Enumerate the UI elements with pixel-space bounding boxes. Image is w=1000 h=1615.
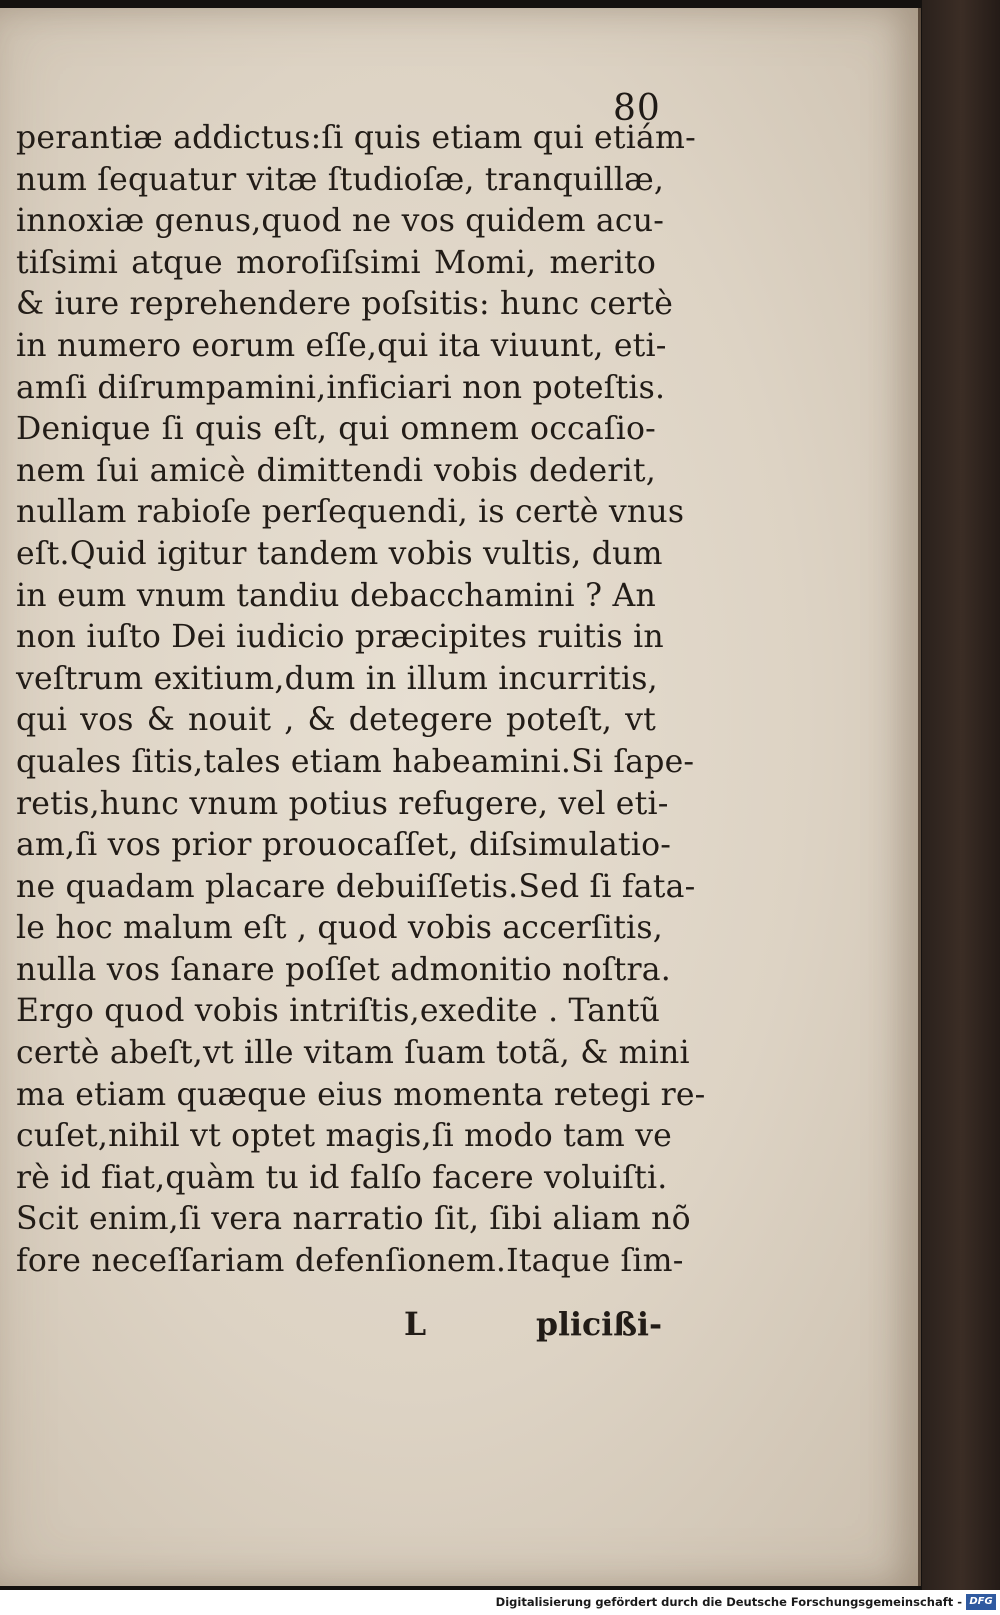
text-line: retis,hunc vnum potius refugere, vel eti- (16, 785, 669, 822)
text-line: Scit enim,ſi vera narratio ſit, ſibi aliam nõ (16, 1201, 691, 1238)
text-line: rè id fiat,quàm tu id falſo facere voluiſti. (16, 1159, 668, 1196)
text-line: amſi diſrumpamini,inficiari non poteſtis. (16, 369, 666, 406)
digitization-footer (0, 1590, 1000, 1615)
text-block (16, 118, 706, 1283)
signature-mark: L (404, 1306, 427, 1343)
text-line: in eum vnum tandiu debacchamini ? An (16, 577, 656, 614)
text-line: qui vos & nouit , & detegere poteſt, vt (16, 702, 656, 739)
text-line: nulla vos ſanare poſſet admonitio noſtra. (16, 951, 671, 988)
text-line: fore neceſſariam defenſionem.Itaque ſim- (16, 1243, 684, 1280)
book-page (0, 8, 921, 1586)
text-line: le hoc malum eſt , quod vobis accerſitis, (16, 910, 663, 947)
page-number: 80 (613, 88, 661, 129)
text-line: certè abeſt,vt ille vitam ſuam totã, & mini (16, 1035, 690, 1072)
text-line: Ergo quod vobis intriſtis,exedite . Tantũ (16, 993, 661, 1030)
funding-credit: Digitalisierung gefördert durch die Deutsche Forschungsgemeinschaft - (495, 1595, 962, 1609)
dfg-logo-icon: DFG (966, 1594, 996, 1610)
text-line: ma etiam quæque eius momenta retegi re- (16, 1076, 706, 1113)
text-line: in numero eorum eſſe,qui ita viuunt, eti- (16, 327, 667, 364)
text-line: & iure reprehendere poſsitis: hunc certè (16, 286, 674, 323)
page-foot-line (16, 1306, 663, 1348)
book-cover-edge (922, 0, 1000, 1590)
catchword: plicißi- (536, 1306, 663, 1343)
text-line: veſtrum exitium,dum in illum incurritis, (16, 660, 658, 697)
text-line: tiſsimi atque moroſiſsimi Momi, merito (16, 244, 656, 281)
text-line: perantiæ addictus:ſi quis etiam qui etiám- (16, 120, 696, 156)
text-line: ne quadam placare debuiſſetis.Sed ſi fata- (16, 868, 696, 905)
text-line: Denique ſi quis eſt, qui omnem occaſio- (16, 411, 656, 448)
text-line: nullam rabioſe perſequendi, is certè vnus (16, 494, 685, 531)
text-line: cuſet,nihil vt optet magis,ſi modo tam ve (16, 1118, 673, 1155)
text-line: nem ſui amicè dimittendi vobis dederit, (16, 452, 656, 489)
text-line: innoxiæ genus,quod ne vos quidem acu- (16, 203, 665, 240)
text-line: quales ſitis,tales etiam habeamini.Si ſape- (16, 743, 695, 780)
text-line: eſt.Quid igitur tandem vobis vultis, dum (16, 535, 663, 572)
text-line: am,ſi vos prior prouocaſſet, diſsimulatio- (16, 827, 672, 864)
text-line: non iuſto Dei iudicio præcipites ruitis in (16, 619, 664, 656)
text-line: num ſequatur vitæ ſtudioſæ, tranquillæ, (16, 161, 665, 198)
